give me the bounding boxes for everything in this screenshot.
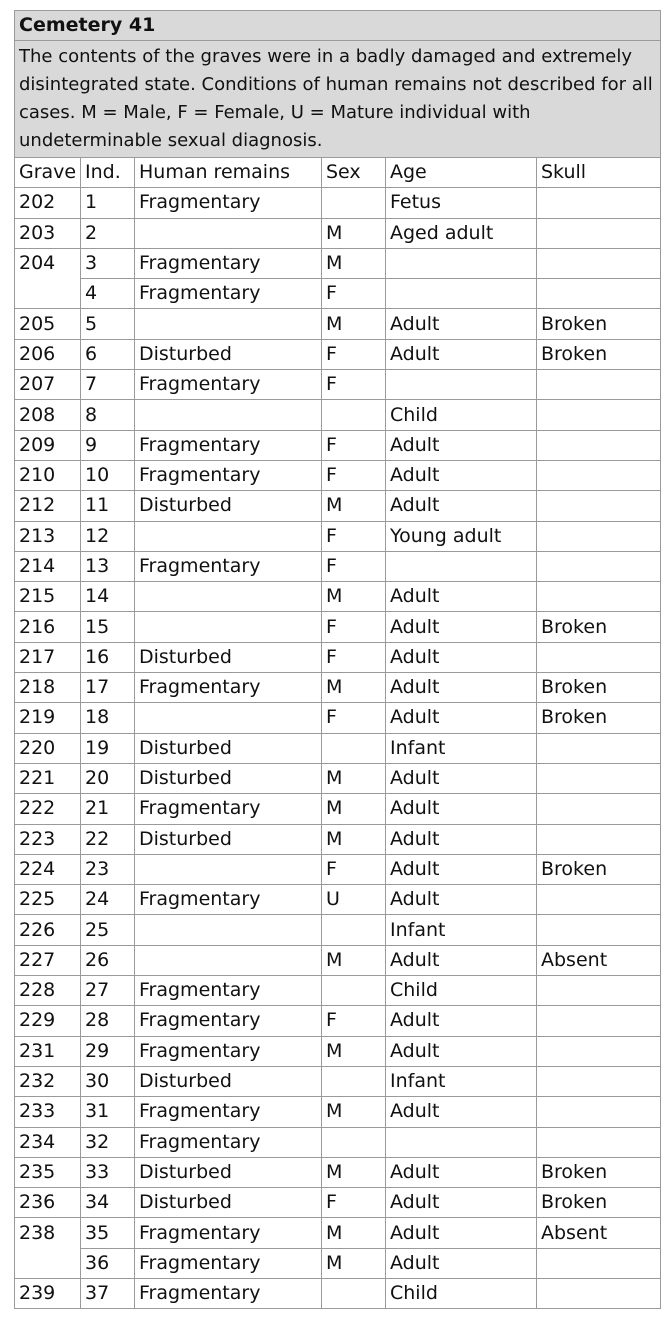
sex-cell: F	[322, 521, 386, 551]
column-header-age: Age	[386, 158, 537, 188]
sex-cell: F	[322, 339, 386, 369]
individual-cell: 2	[81, 218, 135, 248]
age-cell: Adult	[386, 430, 537, 460]
skull-cell	[537, 642, 661, 672]
individual-cell: 16	[81, 642, 135, 672]
sex-cell: F	[322, 460, 386, 490]
human-remains-cell	[135, 945, 322, 975]
human-remains-cell: Fragmentary	[135, 551, 322, 581]
grave-cell: 227	[15, 945, 81, 975]
table-row	[15, 794, 661, 824]
skull-cell	[537, 1006, 661, 1036]
individual-cell: 26	[81, 945, 135, 975]
human-remains-cell: Disturbed	[135, 1188, 322, 1218]
age-cell: Adult	[386, 794, 537, 824]
grave-cell: 208	[15, 400, 81, 430]
sex-cell	[322, 1278, 386, 1308]
human-remains-cell: Disturbed	[135, 824, 322, 854]
table-row	[15, 248, 661, 278]
grave-cell: 231	[15, 1036, 81, 1066]
individual-cell: 13	[81, 551, 135, 581]
sex-cell: M	[322, 1218, 386, 1248]
skull-cell	[537, 491, 661, 521]
skull-cell: Broken	[537, 1157, 661, 1187]
age-cell: Adult	[386, 885, 537, 915]
grave-cell: 223	[15, 824, 81, 854]
skull-cell	[537, 430, 661, 460]
table-row	[15, 309, 661, 339]
age-cell: Adult	[386, 1006, 537, 1036]
age-cell: Adult	[386, 642, 537, 672]
grave-cell: 210	[15, 460, 81, 490]
individual-cell: 36	[81, 1248, 135, 1278]
sex-cell: M	[322, 1036, 386, 1066]
individual-cell: 11	[81, 491, 135, 521]
skull-cell	[537, 218, 661, 248]
table-row	[15, 945, 661, 975]
sex-cell: M	[322, 309, 386, 339]
human-remains-cell: Fragmentary	[135, 188, 322, 218]
sex-cell: U	[322, 885, 386, 915]
sex-cell: F	[322, 551, 386, 581]
table-row	[15, 673, 661, 703]
individual-cell: 37	[81, 1278, 135, 1308]
grave-cell: 229	[15, 1006, 81, 1036]
individual-cell: 23	[81, 854, 135, 884]
sex-cell	[322, 1127, 386, 1157]
age-cell: Infant	[386, 733, 537, 763]
human-remains-cell	[135, 612, 322, 642]
skull-cell	[537, 763, 661, 793]
table-row	[15, 854, 661, 884]
skull-cell	[537, 279, 661, 309]
human-remains-cell: Fragmentary	[135, 885, 322, 915]
human-remains-cell	[135, 582, 322, 612]
sex-cell: F	[322, 1006, 386, 1036]
sex-cell: F	[322, 703, 386, 733]
sex-cell	[322, 400, 386, 430]
grave-cell: 213	[15, 521, 81, 551]
skull-cell	[537, 733, 661, 763]
sex-cell: M	[322, 673, 386, 703]
individual-cell: 24	[81, 885, 135, 915]
grave-cell: 204	[15, 248, 81, 278]
grave-cell: 236	[15, 1188, 81, 1218]
individual-cell: 25	[81, 915, 135, 945]
table-row	[15, 582, 661, 612]
cemetery-table	[14, 10, 661, 1309]
skull-cell	[537, 521, 661, 551]
grave-cell: 206	[15, 339, 81, 369]
sex-cell: F	[322, 279, 386, 309]
grave-cell: 233	[15, 1097, 81, 1127]
skull-cell: Broken	[537, 673, 661, 703]
age-cell: Adult	[386, 945, 537, 975]
sex-cell: M	[322, 794, 386, 824]
grave-cell: 234	[15, 1127, 81, 1157]
grave-cell: 221	[15, 763, 81, 793]
individual-cell: 20	[81, 763, 135, 793]
age-cell: Adult	[386, 1097, 537, 1127]
individual-cell: 3	[81, 248, 135, 278]
skull-cell	[537, 551, 661, 581]
individual-cell: 12	[81, 521, 135, 551]
sex-cell: M	[322, 763, 386, 793]
human-remains-cell	[135, 218, 322, 248]
human-remains-cell: Fragmentary	[135, 1097, 322, 1127]
grave-cell: 219	[15, 703, 81, 733]
human-remains-cell: Disturbed	[135, 642, 322, 672]
human-remains-cell: Fragmentary	[135, 673, 322, 703]
human-remains-cell: Fragmentary	[135, 1218, 322, 1248]
column-header-individual: Ind.	[81, 158, 135, 188]
skull-cell	[537, 1278, 661, 1308]
table-row	[15, 521, 661, 551]
skull-cell	[537, 248, 661, 278]
sex-cell	[322, 733, 386, 763]
sex-cell: M	[322, 1157, 386, 1187]
human-remains-cell: Disturbed	[135, 1157, 322, 1187]
age-cell: Adult	[386, 703, 537, 733]
table-description-row	[15, 41, 661, 158]
skull-cell: Absent	[537, 1218, 661, 1248]
individual-cell: 21	[81, 794, 135, 824]
human-remains-cell: Disturbed	[135, 733, 322, 763]
skull-cell: Broken	[537, 703, 661, 733]
age-cell: Adult	[386, 1188, 537, 1218]
age-cell	[386, 1127, 537, 1157]
sex-cell	[322, 188, 386, 218]
human-remains-cell: Fragmentary	[135, 279, 322, 309]
age-cell: Adult	[386, 1218, 537, 1248]
human-remains-cell: Fragmentary	[135, 1006, 322, 1036]
table-body	[15, 188, 661, 1309]
age-cell: Adult	[386, 854, 537, 884]
grave-cell: 232	[15, 1066, 81, 1096]
individual-cell: 15	[81, 612, 135, 642]
table-row	[15, 370, 661, 400]
individual-cell: 18	[81, 703, 135, 733]
grave-cell: 215	[15, 582, 81, 612]
age-cell: Adult	[386, 1248, 537, 1278]
grave-cell: 212	[15, 491, 81, 521]
grave-cell: 225	[15, 885, 81, 915]
human-remains-cell	[135, 915, 322, 945]
skull-cell	[537, 1127, 661, 1157]
skull-cell	[537, 1066, 661, 1096]
table-row	[15, 763, 661, 793]
human-remains-cell	[135, 703, 322, 733]
human-remains-cell	[135, 854, 322, 884]
grave-cell: 209	[15, 430, 81, 460]
age-cell	[386, 551, 537, 581]
grave-cell: 203	[15, 218, 81, 248]
individual-cell: 30	[81, 1066, 135, 1096]
skull-cell: Broken	[537, 339, 661, 369]
individual-cell: 33	[81, 1157, 135, 1187]
column-header-grave: Grave	[15, 158, 81, 188]
table-description: The contents of the graves were in a badly damaged and extremely disintegrated state. Conditions of human remains not described for all cases. M = Male, F = Female, U = Mature individual with undeterminable sexual diagnosis.	[15, 41, 661, 158]
sex-cell: M	[322, 491, 386, 521]
age-cell	[386, 248, 537, 278]
table-row	[15, 915, 661, 945]
table-row	[15, 885, 661, 915]
human-remains-cell: Fragmentary	[135, 1127, 322, 1157]
age-cell: Young adult	[386, 521, 537, 551]
skull-cell	[537, 460, 661, 490]
individual-cell: 7	[81, 370, 135, 400]
skull-cell	[537, 370, 661, 400]
cemetery-table-container	[14, 10, 660, 1309]
age-cell: Adult	[386, 673, 537, 703]
age-cell: Adult	[386, 612, 537, 642]
individual-cell: 35	[81, 1218, 135, 1248]
individual-cell: 17	[81, 673, 135, 703]
individual-cell: 9	[81, 430, 135, 460]
sex-cell	[322, 915, 386, 945]
human-remains-cell: Fragmentary	[135, 794, 322, 824]
column-header-skull: Skull	[537, 158, 661, 188]
column-header-human-remains: Human remains	[135, 158, 322, 188]
skull-cell	[537, 188, 661, 218]
table-row	[15, 339, 661, 369]
sex-cell	[322, 1066, 386, 1096]
skull-cell	[537, 1036, 661, 1066]
individual-cell: 4	[81, 279, 135, 309]
age-cell: Adult	[386, 339, 537, 369]
individual-cell: 14	[81, 582, 135, 612]
individual-cell: 5	[81, 309, 135, 339]
column-header-row	[15, 158, 661, 188]
skull-cell: Broken	[537, 854, 661, 884]
skull-cell: Broken	[537, 309, 661, 339]
age-cell: Fetus	[386, 188, 537, 218]
table-row	[15, 612, 661, 642]
grave-cell: 238	[15, 1218, 81, 1248]
skull-cell	[537, 582, 661, 612]
individual-cell: 1	[81, 188, 135, 218]
skull-cell: Absent	[537, 945, 661, 975]
sex-cell: F	[322, 430, 386, 460]
human-remains-cell: Fragmentary	[135, 1036, 322, 1066]
table-row	[15, 1188, 661, 1218]
age-cell: Adult	[386, 1036, 537, 1066]
sex-cell: M	[322, 1097, 386, 1127]
human-remains-cell: Fragmentary	[135, 430, 322, 460]
skull-cell: Broken	[537, 612, 661, 642]
age-cell: Adult	[386, 824, 537, 854]
sex-cell: M	[322, 248, 386, 278]
individual-cell: 19	[81, 733, 135, 763]
sex-cell: M	[322, 582, 386, 612]
table-row	[15, 218, 661, 248]
age-cell: Aged adult	[386, 218, 537, 248]
age-cell: Adult	[386, 763, 537, 793]
human-remains-cell: Fragmentary	[135, 1248, 322, 1278]
grave-cell: 222	[15, 794, 81, 824]
individual-cell: 29	[81, 1036, 135, 1066]
age-cell: Adult	[386, 491, 537, 521]
table-row	[15, 976, 661, 1006]
age-cell: Adult	[386, 1157, 537, 1187]
table-row	[15, 1278, 661, 1308]
human-remains-cell: Fragmentary	[135, 460, 322, 490]
age-cell: Child	[386, 976, 537, 1006]
individual-cell: 6	[81, 339, 135, 369]
table-row	[15, 188, 661, 218]
age-cell: Adult	[386, 460, 537, 490]
human-remains-cell: Fragmentary	[135, 976, 322, 1006]
table-row	[15, 642, 661, 672]
skull-cell: Broken	[537, 1188, 661, 1218]
human-remains-cell: Fragmentary	[135, 248, 322, 278]
grave-cell: 216	[15, 612, 81, 642]
sex-cell: F	[322, 370, 386, 400]
sex-cell: F	[322, 1188, 386, 1218]
table-row	[15, 824, 661, 854]
grave-cell: 214	[15, 551, 81, 581]
table-row	[15, 1218, 661, 1248]
grave-cell: 239	[15, 1278, 81, 1308]
table-row	[15, 733, 661, 763]
grave-cell: 205	[15, 309, 81, 339]
individual-cell: 31	[81, 1097, 135, 1127]
human-remains-cell: Fragmentary	[135, 1278, 322, 1308]
human-remains-cell: Disturbed	[135, 1066, 322, 1096]
sex-cell: F	[322, 642, 386, 672]
sex-cell: M	[322, 945, 386, 975]
table-title: Cemetery 41	[15, 11, 661, 41]
table-row	[15, 1006, 661, 1036]
human-remains-cell: Disturbed	[135, 763, 322, 793]
grave-cell: 202	[15, 188, 81, 218]
grave-cell: 226	[15, 915, 81, 945]
table-row	[15, 491, 661, 521]
sex-cell: M	[322, 218, 386, 248]
sex-cell: F	[322, 612, 386, 642]
age-cell: Child	[386, 1278, 537, 1308]
table-row	[15, 551, 661, 581]
individual-cell: 22	[81, 824, 135, 854]
table-row	[15, 279, 661, 309]
table-row	[15, 1066, 661, 1096]
sex-cell	[322, 976, 386, 1006]
grave-cell: 218	[15, 673, 81, 703]
age-cell: Infant	[386, 1066, 537, 1096]
grave-cell: 224	[15, 854, 81, 884]
individual-cell: 28	[81, 1006, 135, 1036]
table-row	[15, 703, 661, 733]
age-cell: Child	[386, 400, 537, 430]
grave-cell: 220	[15, 733, 81, 763]
table-title-row	[15, 11, 661, 41]
grave-cell: 217	[15, 642, 81, 672]
column-header-sex: Sex	[322, 158, 386, 188]
skull-cell	[537, 794, 661, 824]
individual-cell: 27	[81, 976, 135, 1006]
human-remains-cell	[135, 309, 322, 339]
table-row	[15, 1157, 661, 1187]
table-row	[15, 1036, 661, 1066]
table-row	[15, 400, 661, 430]
human-remains-cell	[135, 400, 322, 430]
table-row	[15, 1248, 661, 1278]
table-row	[15, 1097, 661, 1127]
skull-cell	[537, 824, 661, 854]
grave-cell: 228	[15, 976, 81, 1006]
sex-cell: M	[322, 824, 386, 854]
skull-cell	[537, 915, 661, 945]
table-row	[15, 1127, 661, 1157]
table-row	[15, 460, 661, 490]
sex-cell: F	[322, 854, 386, 884]
individual-cell: 8	[81, 400, 135, 430]
age-cell: Adult	[386, 582, 537, 612]
skull-cell	[537, 1097, 661, 1127]
sex-cell: M	[322, 1248, 386, 1278]
individual-cell: 10	[81, 460, 135, 490]
human-remains-cell	[135, 521, 322, 551]
individual-cell: 32	[81, 1127, 135, 1157]
skull-cell	[537, 400, 661, 430]
age-cell: Infant	[386, 915, 537, 945]
age-cell: Adult	[386, 309, 537, 339]
skull-cell	[537, 1248, 661, 1278]
skull-cell	[537, 885, 661, 915]
table-row	[15, 430, 661, 460]
age-cell	[386, 370, 537, 400]
human-remains-cell: Disturbed	[135, 339, 322, 369]
individual-cell: 34	[81, 1188, 135, 1218]
grave-cell	[15, 1248, 81, 1278]
human-remains-cell: Disturbed	[135, 491, 322, 521]
human-remains-cell: Fragmentary	[135, 370, 322, 400]
skull-cell	[537, 976, 661, 1006]
grave-cell: 207	[15, 370, 81, 400]
grave-cell: 235	[15, 1157, 81, 1187]
grave-cell	[15, 279, 81, 309]
age-cell	[386, 279, 537, 309]
